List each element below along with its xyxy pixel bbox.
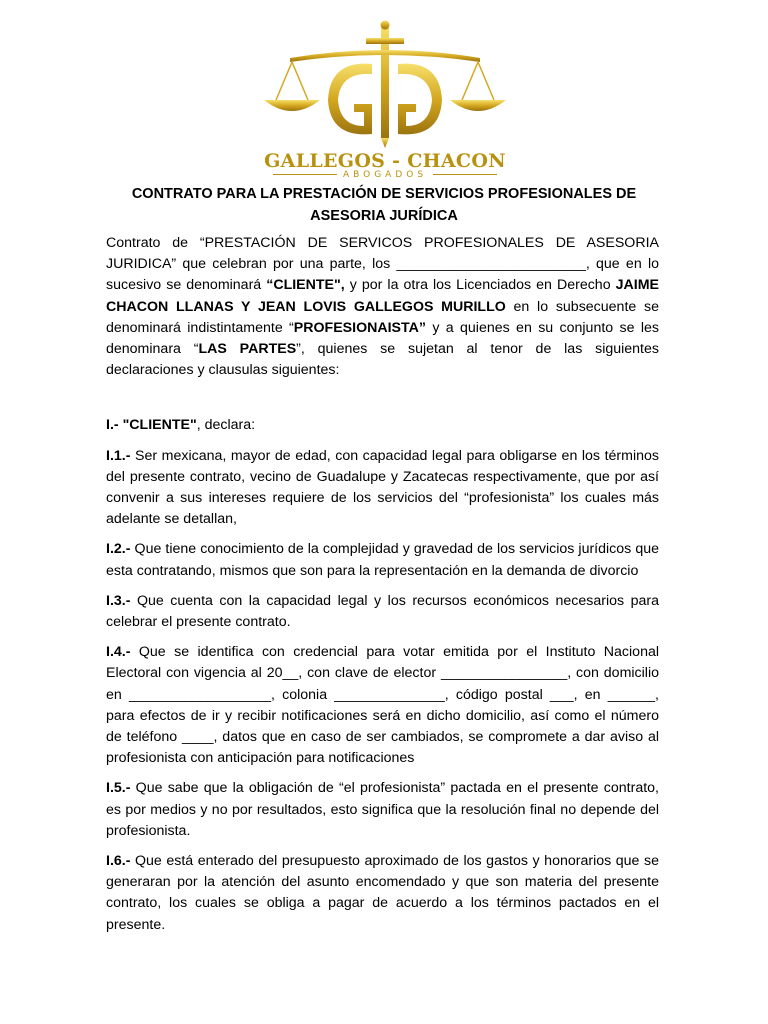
firm-subtitle: ABOGADOS (250, 170, 520, 180)
declaration-number: I.- (106, 417, 119, 434)
intro-text: en lo subsecuente se denominará indistintamente “ (106, 298, 659, 336)
clause-text: Que cuenta con la capacidad legal y los recursos económicos necesarios para celebrar el presente contrato. (106, 592, 659, 631)
clause-paragraph (106, 539, 659, 581)
clause-number: I.6.- (106, 853, 131, 870)
declaration-party: "CLIENTE" (122, 417, 197, 434)
contract-title-line-2: ASESORIA JURÍDICA (310, 208, 458, 224)
intro-text: ”, quienes se sujetan al tenor de las siguientes declaraciones y clausulas siguientes: (106, 341, 659, 379)
clause-number: I.5.- (106, 780, 131, 797)
clause-text: Que tiene conocimiento de la complejidad y gravedad de los servicios jurídicos que esta contratando, mismos que son para la representación en la demanda de divorcio (106, 541, 659, 579)
contract-title-line-1: CONTRATO PARA LA PRESTACIÓN DE SERVICIOS PROFESIONALES DE (131, 186, 637, 202)
clause-paragraph (106, 446, 659, 531)
intro-paragraph (106, 233, 659, 381)
clause-text: Que se identifica con credencial para votar emitida por el Instituto Nacional Electoral con vigencia al 20__, con clave de elector ________________, con domicilio en __________________, colonia ______________, código postal ___, en ______, para efectos de ir y recibir notificaciones será en dicho domicilio, así como el número de teléfono ____, datos que en caso de ser cambiados, se compromete a dar aviso al profesionista con anticipación para notificaciones (106, 644, 659, 767)
clause-text: Que sabe que la obligación de “el profesionista” pactada en el presente contrato, es por medios y no por resultados, esto significa que la resolución final no depende del profesionista. (106, 780, 659, 839)
declaration-heading (106, 415, 659, 436)
intro-text: y a quienes en su conjunto se les denominara “ (106, 319, 659, 358)
lawyer-names: JAIME CHACON LLANAS Y JEAN LOVIS GALLEGOS MURILLO (106, 277, 659, 315)
clause-text: Que está enterado del presupuesto aproximado de los gastos y honorarios que se generaran por la atención del asunto encomendado y que son materia del presente contrato, los cuales se obliga a pagar de acuerdo a los términos pactados en el presente. (106, 853, 659, 933)
clause-number: I.1.- (106, 447, 131, 464)
intro-text: y por la otra los Licenciados en Derecho (344, 277, 616, 294)
intro-text: Contrato de “PRESTACIÓN DE SERVICOS PROFESIONALES DE ASESORIA JURIDICA” que celebran por una parte, los ________________________, que en lo sucesivo se denominará (106, 235, 659, 294)
profesionista-term: PROFESIONAISTA” (293, 319, 426, 336)
firm-name: GALLEGOS - CHACON (264, 150, 506, 172)
declaration-text: , declara: (196, 417, 256, 434)
clause-number: I.4.- (106, 644, 131, 661)
clause-number: I.3.- (106, 592, 131, 609)
clause-paragraph (106, 778, 659, 842)
clause-paragraph (106, 642, 659, 769)
clause-paragraph (106, 851, 659, 936)
scales-of-justice-sword-gc-icon (250, 20, 520, 150)
clause-number: I.2.- (106, 541, 131, 558)
las-partes-term: LAS PARTES (198, 341, 297, 358)
clause-paragraph (106, 591, 659, 633)
contract-body (106, 233, 659, 936)
clause-text: Ser mexicana, mayor de edad, con capacidad legal para obligarse en los términos del presente contrato, vecino de Guadalupe y Zacatecas respectivamente, que por así convenir a sus intereses requiere de los servicios del “profesionista” los cuales más adelante se detallan, (106, 447, 659, 528)
contract-title (106, 183, 662, 227)
cliente-term: “CLIENTE", (266, 277, 345, 294)
